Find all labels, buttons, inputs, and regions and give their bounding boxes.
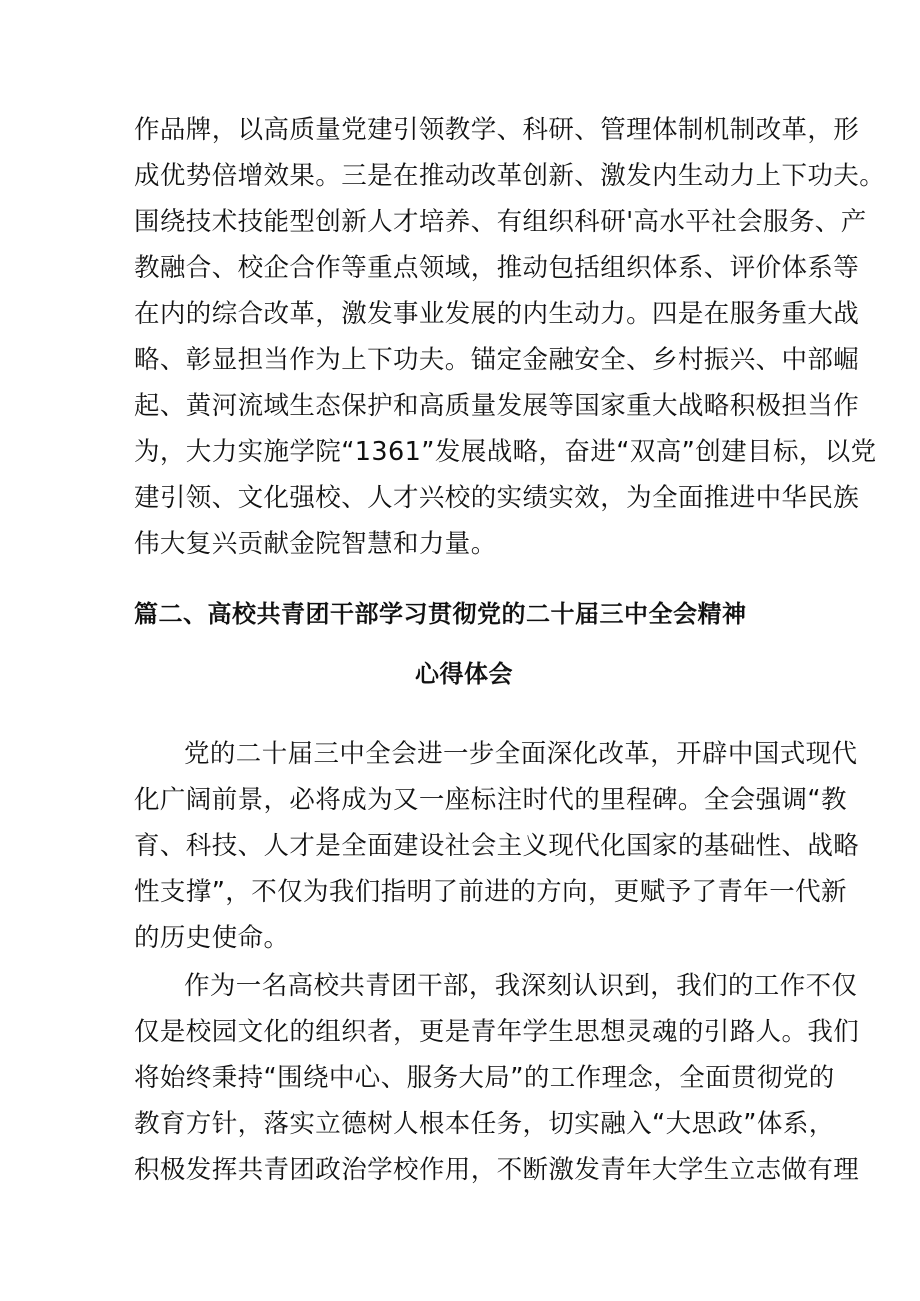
body-line: 略、彰显担当作为上下功夫。锚定金融安全、乡村振兴、中部崛 [134,345,860,375]
body-line: 围绕技术技能型创新人才培养、有组织科研'高水平社会服务、产 [134,207,867,237]
body-line: 教融合、校企合作等重点领域，推动包括组织体系、评价体系等 [134,253,860,283]
body-line: 作为一名高校共青团干部，我深刻认识到，我们的工作不仅 [184,971,858,1001]
body-line: 育、科技、人才是全面建设社会主义现代化国家的基础性、战略 [134,831,860,861]
body-line: 为，大力实施学院“1361”发展战略，奋进“双高”创建目标，以党 [134,437,877,467]
body-line: 化广阔前景，必将成为又一座标注时代的里程碑。全会强调“教 [134,785,847,815]
body-line: 教育方针，落实立德树人根本任务，切实融入“大思政”体系， [134,1109,835,1139]
section-subtitle: 心得体会 [415,660,513,688]
body-line: 作品牌，以高质量党建引领教学、科研、管理体制机制改革，形 [134,115,860,145]
body-line: 将始终秉持“围绕中心、服务大局”的工作理念，全面贯彻党的 [134,1063,835,1093]
body-line: 性支撑”，不仅为我们指明了前进的方向，更赋予了青年一代新 [134,877,847,907]
body-line: 成优势倍增效果。三是在推动改革创新、激发内生动力上下功夫。 [134,161,886,191]
body-line: 的历史使命。 [134,923,290,953]
body-line: 积极发挥共青团政治学校作用，不断激发青年大学生立志做有理 [134,1155,860,1185]
body-line: 起、黄河流域生态保护和高质量发展等国家重大战略积极担当作 [134,391,860,421]
body-line: 伟大复兴贡献金院智慧和力量。 [134,529,497,559]
body-line: 在内的综合改革，激发事业发展的内生动力。四是在服务重大战 [134,299,860,329]
body-line: 仅是校园文化的组织者，更是青年学生思想灵魂的引路人。我们 [134,1017,860,1047]
section-title: 篇二、高校共青团干部学习贯彻党的二十届三中全会精神 [134,600,747,628]
body-line: 党的二十届三中全会进一步全面深化改革，开辟中国式现代 [184,739,858,769]
body-line: 建引领、文化强校、人才兴校的实绩实效，为全面推进中华民族 [134,483,860,513]
